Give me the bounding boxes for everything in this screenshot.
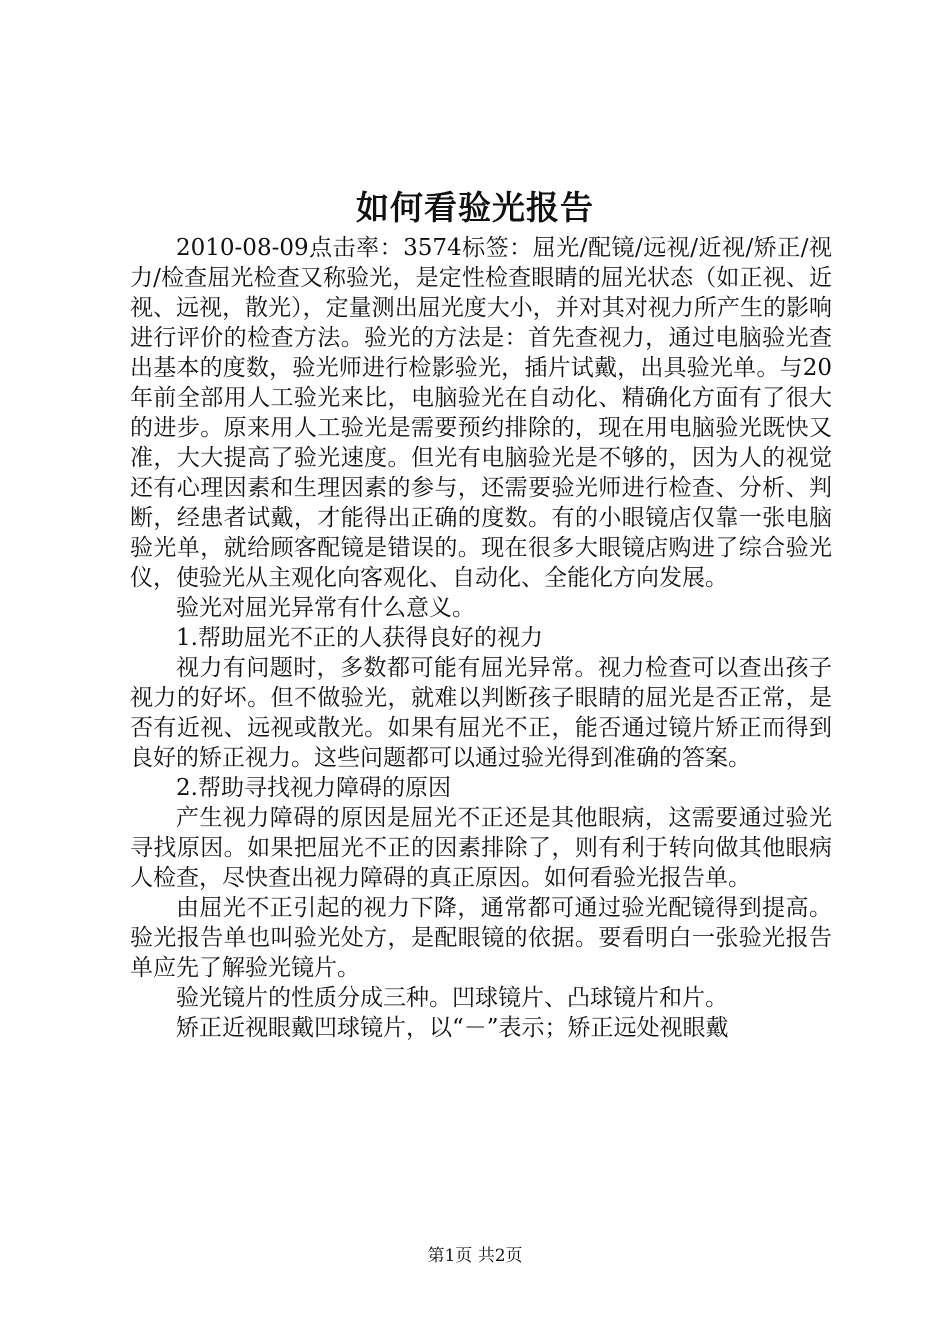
- document-title: 如何看验光报告: [356, 188, 594, 227]
- section-heading-2: 2.帮助寻找视力障碍的原因: [176, 775, 451, 801]
- paragraph-intro: 2010-08-09点击率：3574标签：屈光/配镜/远视/近视/矫正/视力/检查屈光检查又称验光，是定性检查眼睛的屈光状态（如正视、近视、远视，散光），定量测出屈光度大小，并对其对视力所产生的影响进行评价的检查方法。验光的方法是：首先查视力，通过电脑验光查出基本的度数，验光师进行检影验光，插片试戴，出具验光单。与20年前全部用人工验光来比，电脑验光在自动化、精确化方面有了很大的进步。原来用人工验光是需要预约排除的，现在用电脑验光既快又准，大大提高了验光速度。但光有电脑验光是不够的，因为人的视觉还有心理因素和生理因素的参与，还需要验光师进行检查、分析、判断，经患者试戴，才能得出正确的度数。有的小眼镜店仅靠一张电脑验光单，就给顾客配镜是错误的。现在很多大眼镜店购进了综合验光仪，使验光从主观化向客观化、自动化、全能化方向发展。: [130, 235, 832, 591]
- document-body: [130, 233, 832, 1043]
- paragraph-prescription: 由屈光不正引起的视力下降，通常都可通过验光配镜得到提高。验光报告单也叫验光处方，是配眼镜的依据。要看明白一张验光报告单应先了解验光镜片。: [130, 895, 832, 981]
- paragraph-significance-question: 验光对屈光异常有什么意义。: [176, 595, 475, 621]
- page-number-footer: 第1页 共2页: [427, 1246, 523, 1266]
- paragraph-myopia-lens: 矫正近视眼戴凹球镜片，以“－”表示；矫正远处视眼戴: [176, 1015, 729, 1041]
- paragraph-section-1: 视力有问题时，多数都可能有屈光异常。视力检查可以查出孩子视力的好坏。但不做验光，就难以判断孩子眼睛的屈光是否正常，是否有近视、远视或散光。如果有屈光不正，能否通过镜片矫正而得到良好的矫正视力。这些问题都可以通过验光得到准确的答案。: [130, 655, 832, 771]
- paragraph-section-2: 产生视力障碍的原因是屈光不正还是其他眼病，这需要通过验光寻找原因。如果把屈光不正的因素排除了，则有利于转向做其他眼病人检查，尽快查出视力障碍的真正原因。如何看验光报告单。: [130, 805, 832, 891]
- section-heading-1: 1.帮助屈光不正的人获得良好的视力: [176, 625, 543, 651]
- paragraph-lens-types: 验光镜片的性质分成三种。凹球镜片、凸球镜片和片。: [176, 985, 728, 1011]
